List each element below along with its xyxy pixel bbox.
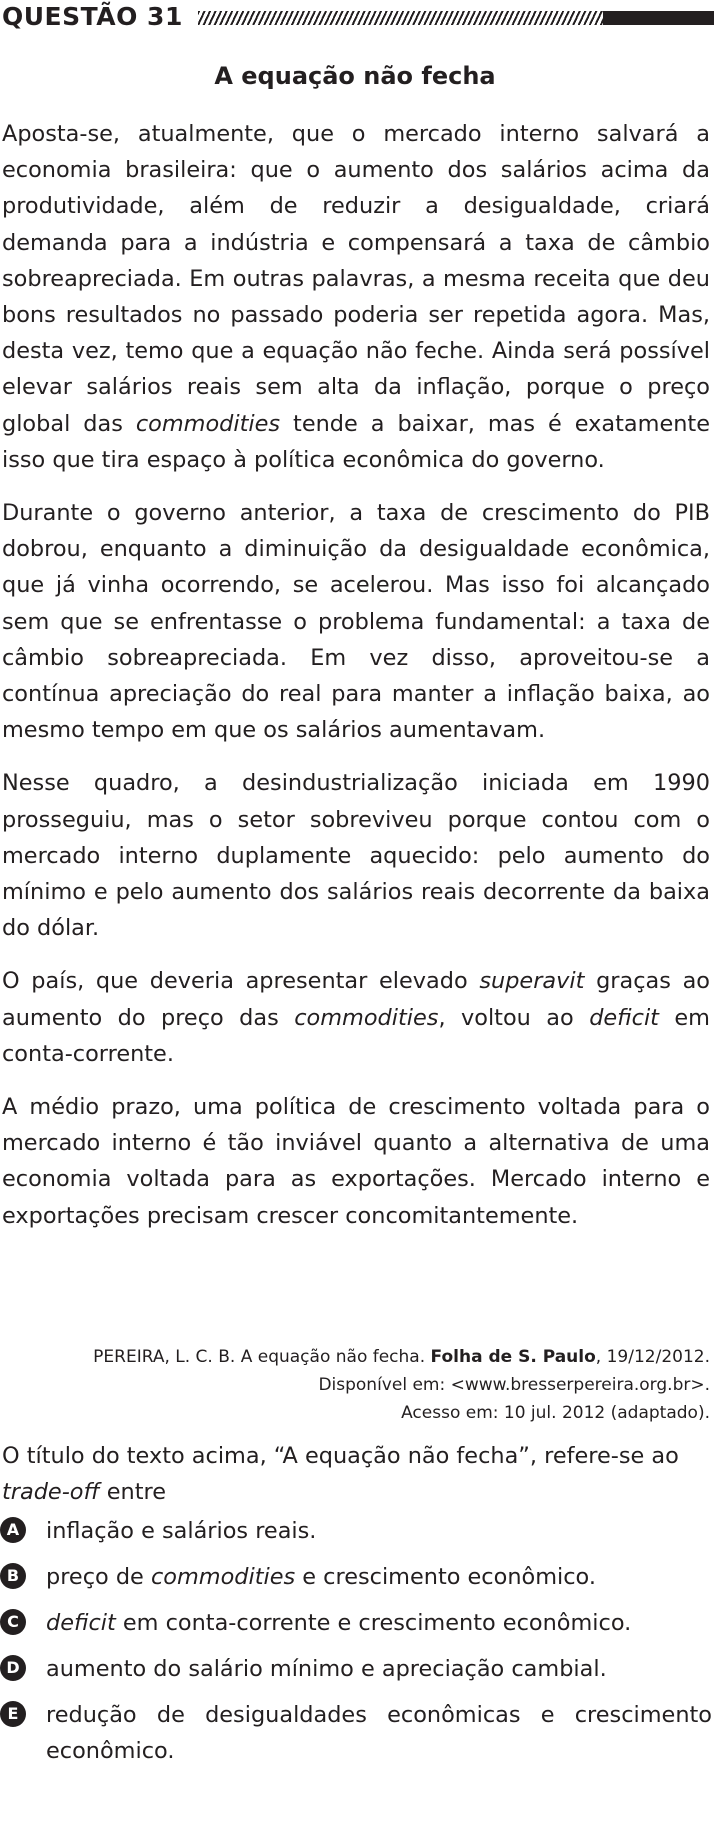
option-d-badge: D: [0, 1655, 26, 1681]
header-hatch-bar: [198, 11, 603, 25]
option-d[interactable]: [0, 1651, 714, 1687]
paragraph-2: Durante o governo anterior, a taxa de crescimento do PIB dobrou, enquanto a diminuição da desigualdade econômica, que já vinha ocorrendo, se acelerou. Mas isso foi alcançado sem que se enfrentasse o problema fundamental: a taxa de câmbio sobreapreciada. Em vez disso, aproveitou-se a contínua apreciação do real para manter a inflação baixa, ao mesmo tempo em que os salários aumentavam.: [2, 500, 710, 744]
text-title: A equação não fecha: [214, 62, 496, 90]
option-c-badge: C: [0, 1609, 26, 1635]
header-solid-bar: [603, 11, 714, 25]
option-a-text: inflação e salários reais.: [46, 1518, 317, 1544]
question-number: QUESTÃO 31: [2, 2, 183, 31]
paragraph-3: Nesse quadro, a desindustrialização iniciada em 1990 prosseguiu, mas o setor sobreviveu porque contou com o mercado interno duplamente aquecido: pelo aumento do mínimo e pelo aumento dos salários reais decorrente da baixa do dólar.: [2, 770, 710, 942]
option-b[interactable]: [0, 1559, 714, 1595]
option-a-badge: A: [0, 1517, 26, 1543]
source-line-3: Acesso em: 10 jul. 2012 (adaptado).: [401, 1403, 710, 1423]
source-line-2: Disponível em: <www.bresserpereira.org.br>.: [318, 1375, 710, 1395]
option-e-badge: E: [0, 1701, 26, 1727]
option-e-text: redução de desigualdades econômicas e crescimento econômico.: [46, 1702, 712, 1765]
source-line-1: PEREIRA, L. C. B. A equação não fecha. Folha de S. Paulo, 19/12/2012.: [93, 1347, 710, 1367]
option-c[interactable]: [0, 1605, 714, 1641]
question-stem: O título do texto acima, “A equação não fecha”, refere-se ao trade-off entre: [2, 1443, 679, 1506]
source-citation: [90, 1343, 710, 1427]
option-d-text: aumento do salário mínimo e apreciação cambial.: [46, 1656, 607, 1682]
option-a[interactable]: [0, 1513, 714, 1549]
option-b-text: preço de commodities e crescimento econômico.: [46, 1564, 596, 1590]
paragraph-4: O país, que deveria apresentar elevado superavit graças ao aumento do preço das commodities, voltou ao deficit em conta-corrente.: [2, 968, 710, 1067]
paragraph-1: Aposta-se, atualmente, que o mercado interno salvará a economia brasileira: que o aumento dos salários acima da produtividade, além de reduzir a desigualdade, criará demanda para a indústria e compensará a taxa de câmbio sobreapreciada. Em outras palavras, a mesma receita que deu bons resultados no passado poderia ser repetida agora. Mas, desta vez, temo que a equação não feche. Ainda será possível elevar salários reais sem alta da inflação, porque o preço global das commodities tende a baixar, mas é exatamente isso que tira espaço à política econômica do governo.: [2, 121, 710, 473]
option-b-badge: B: [0, 1563, 26, 1589]
answer-options: [0, 1513, 714, 1779]
question-header: [0, 0, 714, 36]
option-e[interactable]: [0, 1697, 714, 1769]
paragraph-5: A médio prazo, uma política de crescimento voltada para o mercado interno é tão inviável quanto a alternativa de uma economia voltada para as exportações. Mercado interno e exportações precisam crescer concomitantemente.: [2, 1094, 710, 1229]
option-c-text: deficit em conta-corrente e crescimento econômico.: [46, 1610, 632, 1636]
text-body: [2, 116, 710, 1251]
